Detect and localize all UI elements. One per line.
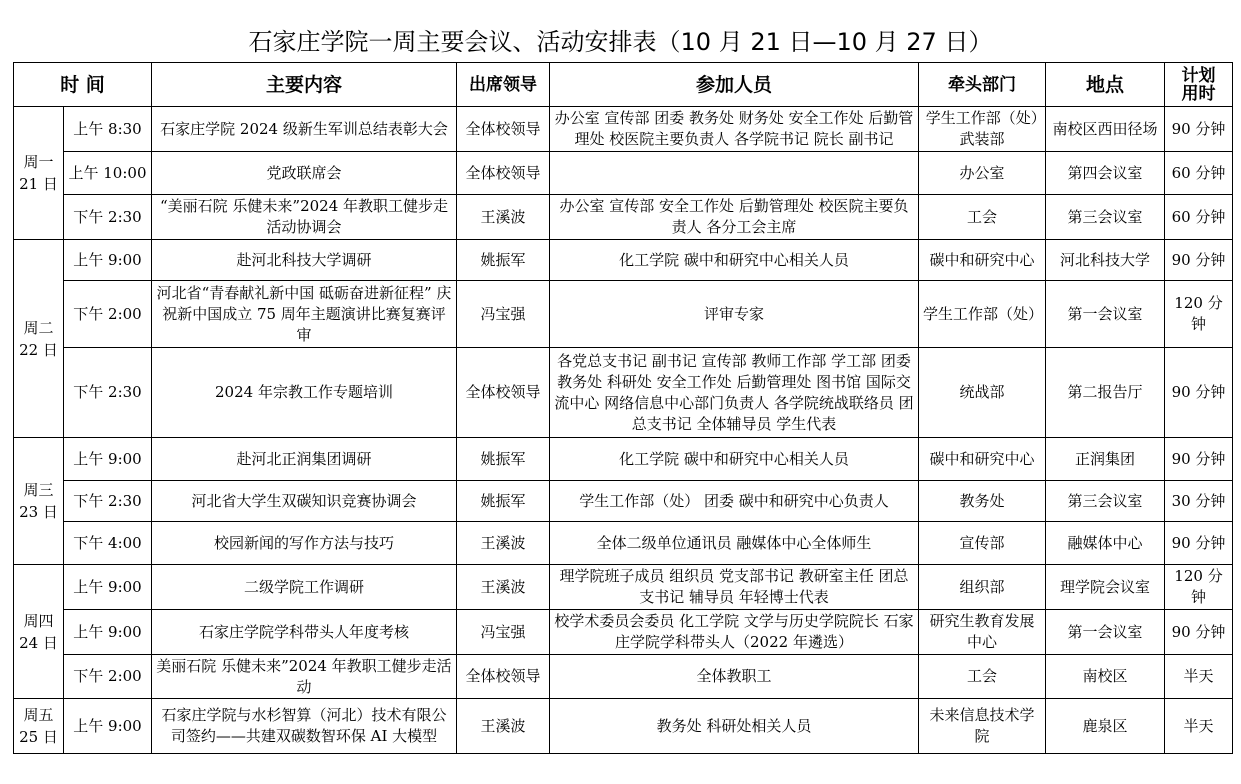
weekday-label: 周三 [23, 481, 54, 499]
table-row [14, 565, 1233, 610]
date-label: 25 日 [19, 728, 58, 746]
day-cell [14, 699, 64, 754]
duration-cell: 90 分钟 [1165, 610, 1233, 655]
dept-cell: 研究生教育发展中心 [919, 610, 1046, 655]
leader-cell: 姚振军 [457, 481, 550, 522]
participants-cell: 办公室 宣传部 团委 教务处 财务处 安全工作处 后勤管理处 校医院主要负责人 各学院书记 院长 副书记 [550, 107, 919, 152]
date-label: 21 日 [19, 175, 58, 193]
content-cell: 河北省大学生双碳知识竞赛协调会 [152, 481, 457, 522]
dept-cell: 宣传部 [919, 522, 1046, 565]
table-row [14, 522, 1233, 565]
participants-cell: 全体二级单位通讯员 融媒体中心全体师生 [550, 522, 919, 565]
duration-cell: 半天 [1165, 699, 1233, 754]
table-row [14, 438, 1233, 481]
duration-cell: 120 分钟 [1165, 565, 1233, 610]
header-content: 主要内容 [152, 63, 457, 107]
duration-cell: 60 分钟 [1165, 152, 1233, 195]
leader-cell: 冯宝强 [457, 281, 550, 348]
time-cell: 下午 2:30 [64, 195, 152, 240]
day-cell [14, 565, 64, 699]
time-cell: 下午 4:00 [64, 522, 152, 565]
place-cell: 第一会议室 [1046, 281, 1165, 348]
participants-cell: 理学院班子成员 组织员 党支部书记 教研室主任 团总支书记 辅导员 年轻博士代表 [550, 565, 919, 610]
dept-cell: 未来信息技术学院 [919, 699, 1046, 754]
leader-cell: 姚振军 [457, 438, 550, 481]
duration-cell: 90 分钟 [1165, 348, 1233, 438]
content-cell: 2024 年宗教工作专题培训 [152, 348, 457, 438]
dept-cell: 统战部 [919, 348, 1046, 438]
duration-cell: 120 分钟 [1165, 281, 1233, 348]
time-cell: 上午 9:00 [64, 610, 152, 655]
participants-cell [550, 152, 919, 195]
content-cell: 二级学院工作调研 [152, 565, 457, 610]
participants-cell: 化工学院 碳中和研究中心相关人员 [550, 438, 919, 481]
leader-cell: 全体校领导 [457, 152, 550, 195]
table-row [14, 195, 1233, 240]
place-cell: 正润集团 [1046, 438, 1165, 481]
time-cell: 上午 9:00 [64, 699, 152, 754]
content-cell: 赴河北科技大学调研 [152, 240, 457, 281]
header-leader: 出席领导 [457, 63, 550, 107]
duration-cell: 90 分钟 [1165, 240, 1233, 281]
day-cell [14, 438, 64, 565]
duration-cell: 90 分钟 [1165, 438, 1233, 481]
place-cell: 河北科技大学 [1046, 240, 1165, 281]
leader-cell: 全体校领导 [457, 348, 550, 438]
date-label: 24 日 [19, 633, 58, 652]
participants-cell: 学生工作部（处） 团委 碳中和研究中心负责人 [550, 481, 919, 522]
place-cell: 南校区 [1046, 655, 1165, 699]
header-row [14, 63, 1233, 107]
place-cell: 第一会议室 [1046, 610, 1165, 655]
place-cell: 第二报告厅 [1046, 348, 1165, 438]
weekday-label: 周四 [23, 611, 54, 630]
time-cell: 下午 2:00 [64, 281, 152, 348]
table-row [14, 610, 1233, 655]
duration-cell: 半天 [1165, 655, 1233, 699]
table-row [14, 481, 1233, 522]
place-cell: 融媒体中心 [1046, 522, 1165, 565]
dept-cell: 工会 [919, 195, 1046, 240]
dept-cell: 办公室 [919, 152, 1046, 195]
table-row [14, 655, 1233, 699]
dept-cell: 碳中和研究中心 [919, 240, 1046, 281]
dept-cell: 碳中和研究中心 [919, 438, 1046, 481]
content-cell: 石家庄学院与水杉智算（河北）技术有限公司签约——共建双碳数智环保 AI 大模型 [152, 699, 457, 754]
content-cell: 党政联席会 [152, 152, 457, 195]
place-cell: 鹿泉区 [1046, 699, 1165, 754]
leader-cell: 全体校领导 [457, 655, 550, 699]
leader-cell: 王溪波 [457, 699, 550, 754]
time-cell: 上午 9:00 [64, 565, 152, 610]
day-cell [14, 240, 64, 438]
leader-cell: 全体校领导 [457, 107, 550, 152]
content-cell: 校园新闻的写作方法与技巧 [152, 522, 457, 565]
time-cell: 上午 9:00 [64, 438, 152, 481]
time-cell: 上午 9:00 [64, 240, 152, 281]
dept-cell: 教务处 [919, 481, 1046, 522]
participants-cell: 全体教职工 [550, 655, 919, 699]
place-cell: 理学院会议室 [1046, 565, 1165, 610]
table-row [14, 107, 1233, 152]
participants-cell: 办公室 宣传部 安全工作处 后勤管理处 校医院主要负责人 各分工会主席 [550, 195, 919, 240]
duration-cell: 60 分钟 [1165, 195, 1233, 240]
header-participants: 参加人员 [550, 63, 919, 107]
leader-cell: 王溪波 [457, 565, 550, 610]
dept-cell: 工会 [919, 655, 1046, 699]
participants-cell: 校学术委员会委员 化工学院 文学与历史学院院长 石家庄学院学科带头人（2022 年遴选） [550, 610, 919, 655]
participants-cell: 各党总支书记 副书记 宣传部 教师工作部 学工部 团委 教务处 科研处 安全工作处 后勤管理处 图书馆 国际交流中心 网络信息中心部门负责人 各学院统战联络员 团总支书记 全体辅导员 学生代表 [550, 348, 919, 438]
dept-cell: 学生工作部（处）武装部 [919, 107, 1046, 152]
leader-cell: 王溪波 [457, 195, 550, 240]
header-duration-line2: 用时 [1181, 83, 1216, 104]
table-row [14, 152, 1233, 195]
weekday-label: 周一 [23, 153, 54, 171]
leader-cell: 王溪波 [457, 522, 550, 565]
header-duration [1165, 63, 1233, 107]
header-dept: 牵头部门 [919, 63, 1046, 107]
dept-cell: 组织部 [919, 565, 1046, 610]
content-cell: 赴河北正润集团调研 [152, 438, 457, 481]
place-cell: 南校区西田径场 [1046, 107, 1165, 152]
dept-cell: 学生工作部（处） [919, 281, 1046, 348]
day-cell [14, 107, 64, 240]
time-cell: 下午 2:00 [64, 655, 152, 699]
weekday-label: 周二 [23, 318, 54, 337]
table-row [14, 240, 1233, 281]
content-cell: 石家庄学院 2024 级新生军训总结表彰大会 [152, 107, 457, 152]
place-cell: 第三会议室 [1046, 481, 1165, 522]
leader-cell: 冯宝强 [457, 610, 550, 655]
place-cell: 第四会议室 [1046, 152, 1165, 195]
place-cell: 第三会议室 [1046, 195, 1165, 240]
participants-cell: 教务处 科研处相关人员 [550, 699, 919, 754]
header-duration-line1: 计划 [1181, 65, 1216, 86]
table-row [14, 281, 1233, 348]
duration-cell: 90 分钟 [1165, 522, 1233, 565]
participants-cell: 化工学院 碳中和研究中心相关人员 [550, 240, 919, 281]
content-cell: 河北省“青春献礼新中国 砥砺奋进新征程” 庆祝新中国成立 75 周年主题演讲比赛复赛评审 [152, 281, 457, 348]
schedule-body [14, 107, 1233, 754]
content-cell: 美丽石院 乐健未来”2024 年教职工健步走活动 [152, 655, 457, 699]
time-cell: 下午 2:30 [64, 348, 152, 438]
duration-cell: 90 分钟 [1165, 107, 1233, 152]
date-label: 23 日 [19, 503, 58, 521]
leader-cell: 姚振军 [457, 240, 550, 281]
time-cell: 上午 8:30 [64, 107, 152, 152]
content-cell: 石家庄学院学科带头人年度考核 [152, 610, 457, 655]
table-row [14, 699, 1233, 754]
weekday-label: 周五 [23, 706, 54, 724]
header-time: 时 间 [14, 63, 152, 107]
time-cell: 下午 2:30 [64, 481, 152, 522]
duration-cell: 30 分钟 [1165, 481, 1233, 522]
content-cell: “美丽石院 乐健未来”2024 年教职工健步走活动协调会 [152, 195, 457, 240]
time-cell: 上午 10:00 [64, 152, 152, 195]
date-label: 22 日 [19, 340, 58, 359]
header-place: 地点 [1046, 63, 1165, 107]
schedule-table [13, 62, 1233, 754]
page-title: 石家庄学院一周主要会议、活动安排表（10 月 21 日—10 月 27 日） [248, 28, 993, 56]
participants-cell: 评审专家 [550, 281, 919, 348]
table-row [14, 348, 1233, 438]
